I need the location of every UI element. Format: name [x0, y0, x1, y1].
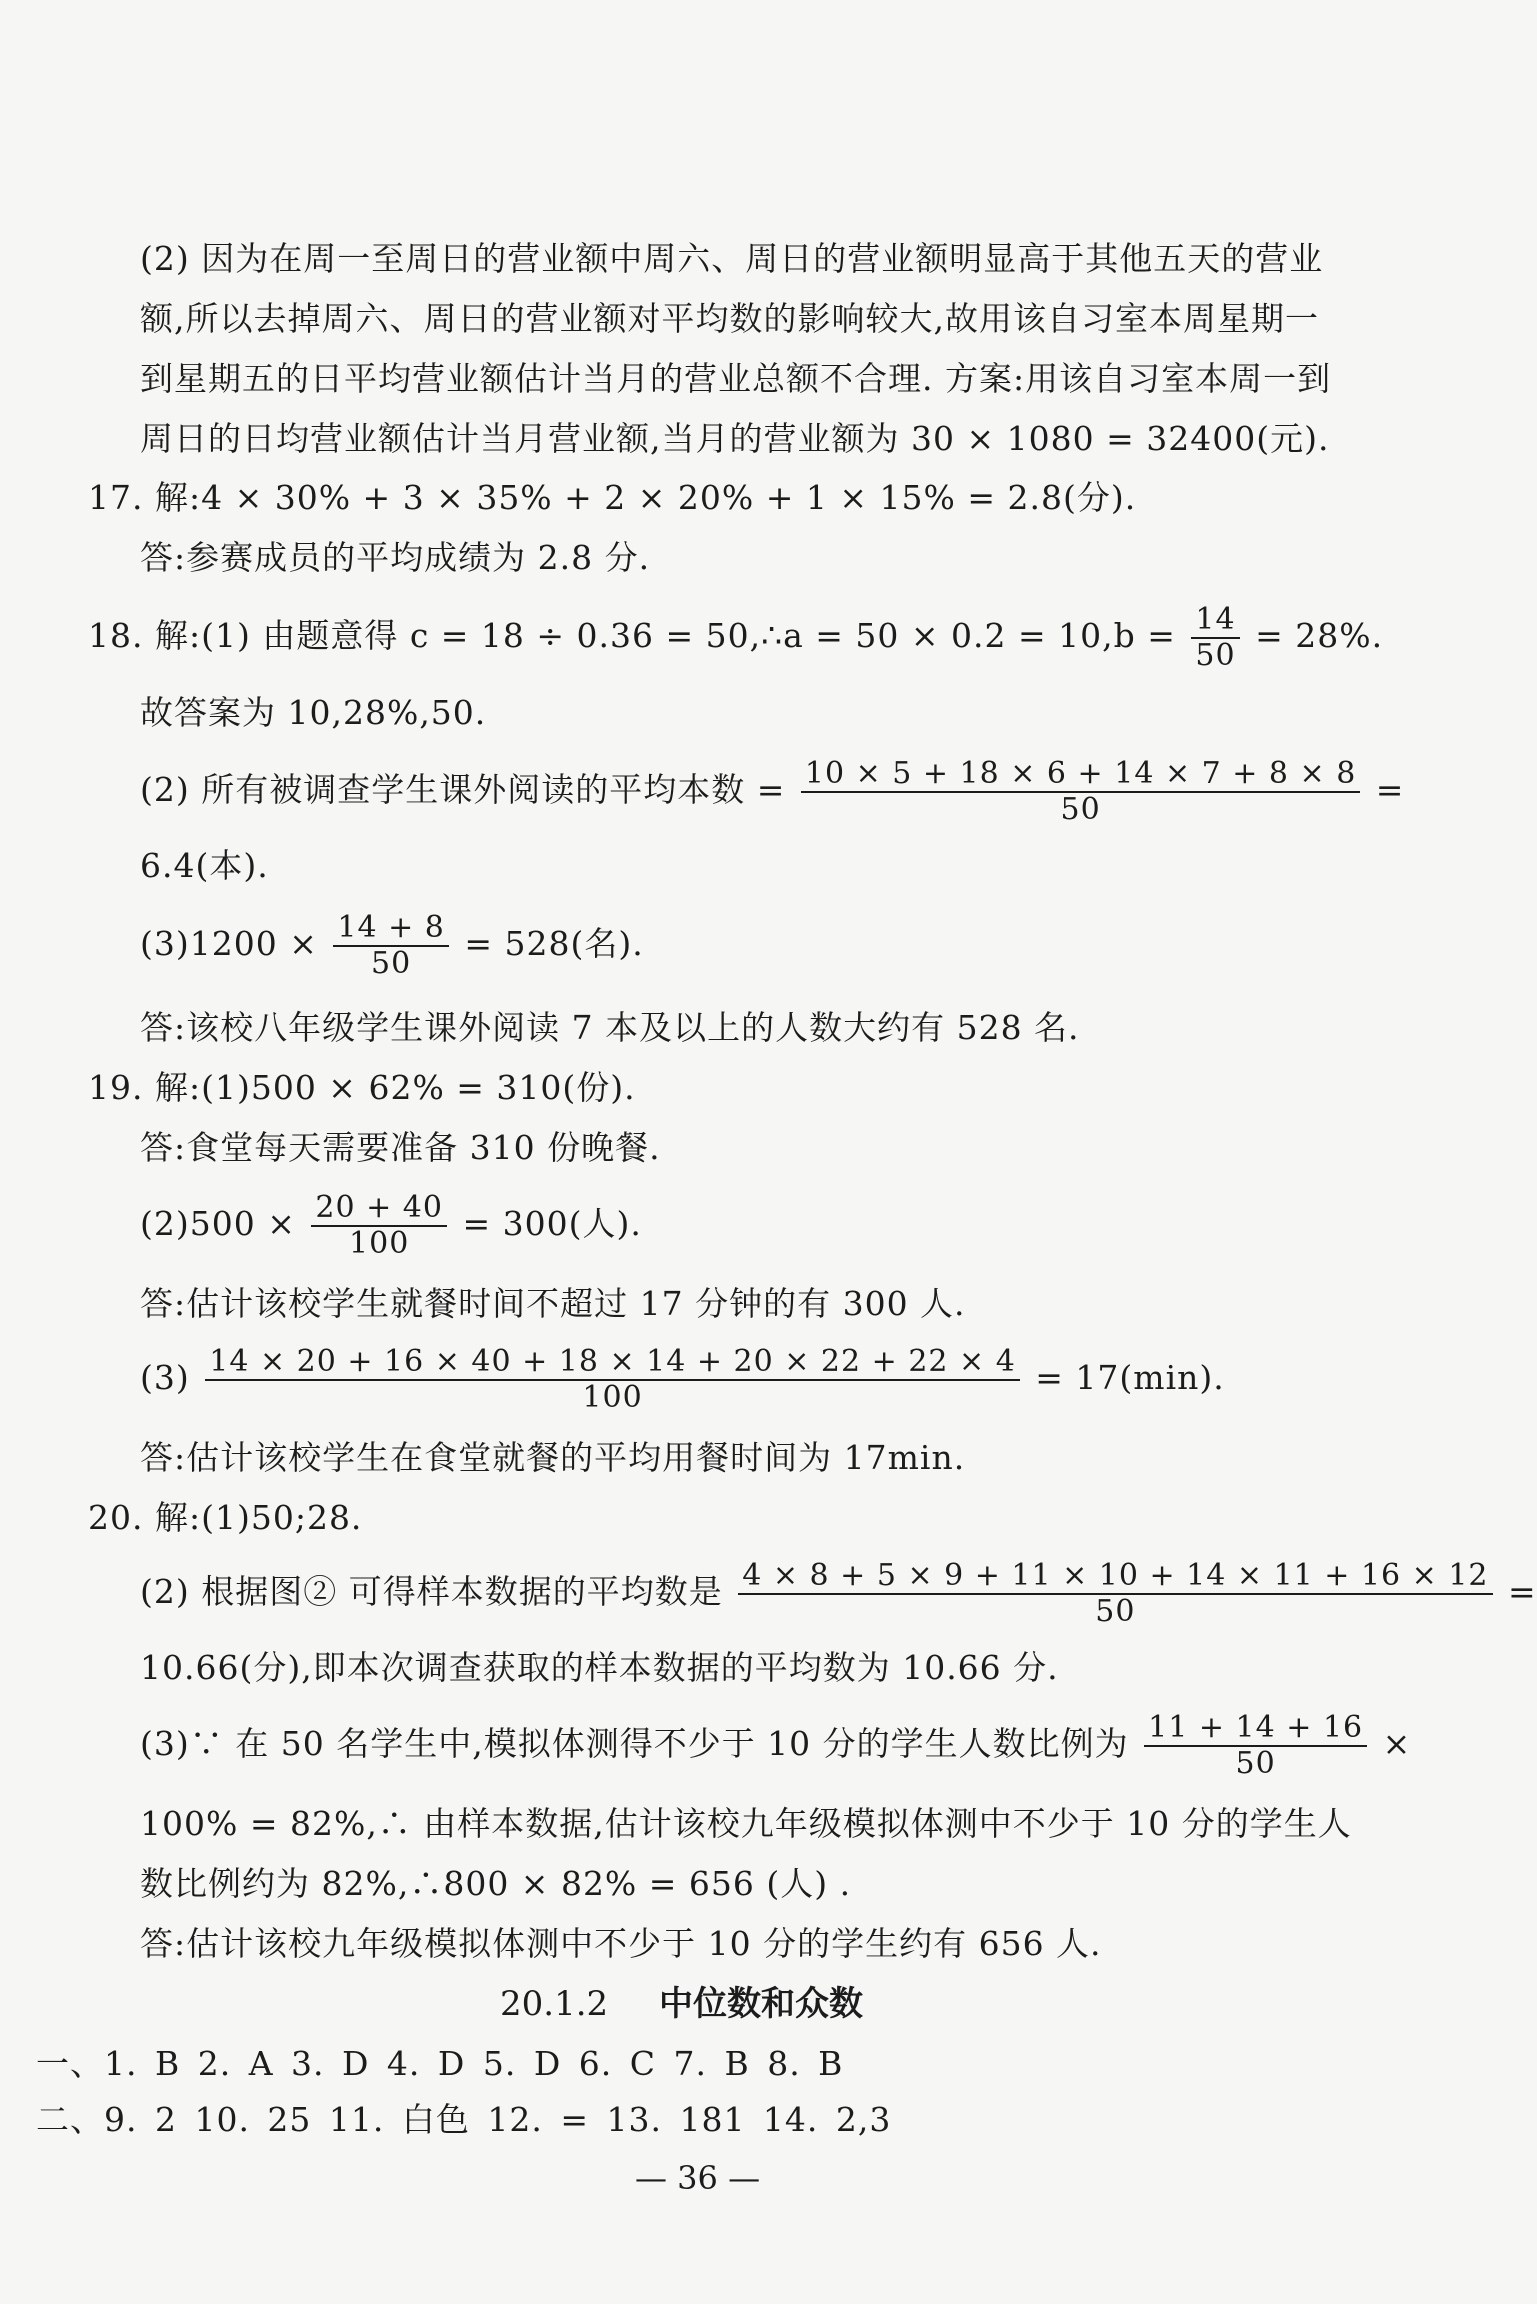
- q18-part1-result: = 28%.: [1255, 616, 1384, 655]
- q20-answer: 答:估计该校九年级模拟体测中不少于 10 分的学生约有 656 人.: [140, 1924, 1102, 1963]
- q16-line-4: 周日的日均营业额估计当月营业额,当月的营业额为 30 × 1080 = 32400(元).: [140, 419, 1330, 458]
- fraction-denominator: 50: [1235, 1746, 1276, 1781]
- q20-part2-equals: =: [1508, 1572, 1537, 1611]
- q19-part1: 19. 解:(1)500 × 62% = 310(份).: [88, 1068, 636, 1107]
- q19-part2-result: = 300(人).: [462, 1204, 642, 1243]
- q18-part3: [140, 904, 644, 984]
- q17-answer: 答:参赛成员的平均成绩为 2.8 分.: [140, 538, 651, 577]
- answers-part1: 一、1. B 2. A 3. D 4. D 5. D 6. C 7. B 8. B: [36, 2044, 844, 2083]
- q18-answer: 答:该校八年级学生课外阅读 7 本及以上的人数大约有 528 名.: [140, 1008, 1080, 1047]
- fraction-denominator: 50: [371, 946, 412, 981]
- fraction-denominator: 50: [1060, 792, 1101, 827]
- q20-part3-fraction: [1144, 1711, 1367, 1781]
- q16-line-1: (2) 因为在周一至周日的营业额中周六、周日的营业额明显高于其他五天的营业: [140, 239, 1324, 278]
- fraction-denominator: 50: [1195, 638, 1236, 673]
- fraction-numerator: 10 × 5 + 18 × 6 + 14 × 7 + 8 × 8: [801, 757, 1360, 793]
- q18-part2-equals: =: [1375, 770, 1405, 809]
- q19-part2: [140, 1184, 642, 1264]
- fraction-numerator: 14 + 8: [333, 911, 448, 947]
- fraction-denominator: 100: [582, 1380, 643, 1415]
- q20-part3-text: (3)∵ 在 50 名学生中,模拟体测得不少于 10 分的学生人数比例为: [140, 1724, 1129, 1763]
- q18-part2-text: (2) 所有被调查学生课外阅读的平均本数 =: [140, 770, 786, 809]
- q19-part3-result: = 17(min).: [1035, 1358, 1225, 1397]
- q18-part1-answer: 故答案为 10,28%,50.: [140, 693, 487, 732]
- fraction-numerator: 4 × 8 + 5 × 9 + 11 × 10 + 14 × 11 + 16 × 12: [738, 1559, 1492, 1595]
- q20-part2: [140, 1552, 1537, 1632]
- answers-part2: 二、9. 2 10. 25 11. 白色 12. = 13. 181 14. 2,3: [36, 2100, 892, 2139]
- q19-part3-fraction: [205, 1345, 1020, 1415]
- q20-part3-line3: 数比例约为 82%,∴800 × 82% = 656 (人) .: [140, 1864, 852, 1903]
- q18-part2-fraction: [801, 757, 1360, 827]
- fraction-numerator: 20 + 40: [311, 1191, 447, 1227]
- q20-part2-fraction: [738, 1559, 1492, 1629]
- fraction-numerator: 11 + 14 + 16: [1144, 1711, 1367, 1747]
- fraction-denominator: 50: [1095, 1594, 1136, 1629]
- q17-solution: 17. 解:4 × 30% + 3 × 35% + 2 × 20% + 1 × 15% = 2.8(分).: [88, 478, 1137, 517]
- q19-part2-answer: 答:估计该校学生就餐时间不超过 17 分钟的有 300 人.: [140, 1284, 966, 1323]
- q16-line-3: 到星期五的日平均营业额估计当月的营业总额不合理. 方案:用该自习室本周一到: [140, 359, 1332, 398]
- q18-part1-text: 18. 解:(1) 由题意得 c = 18 ÷ 0.36 = 50,∴a = 50 × 0.2 = 10,b =: [88, 616, 1176, 655]
- q20-part3-times: ×: [1382, 1724, 1412, 1763]
- q20-part1: 20. 解:(1)50;28.: [88, 1498, 363, 1537]
- fraction-denominator: 100: [349, 1226, 410, 1261]
- q19-part2-fraction: [311, 1191, 447, 1261]
- section-heading: [500, 1982, 863, 2026]
- q18-part1-fraction: [1191, 603, 1239, 673]
- q20-part3-line2: 100% = 82%,∴ 由样本数据,估计该校九年级模拟体测中不少于 10 分的学生人: [140, 1804, 1352, 1843]
- q19-part3-answer: 答:估计该校学生在食堂就餐的平均用餐时间为 17min.: [140, 1438, 966, 1477]
- page-number: — 36 —: [635, 2159, 761, 2197]
- q18-part3-fraction: [333, 911, 448, 981]
- fraction-numerator: 14 × 20 + 16 × 40 + 18 × 14 + 20 × 22 + 22 × 4: [205, 1345, 1020, 1381]
- section-number: 20.1.2: [500, 1984, 609, 2024]
- q16-line-2: 额,所以去掉周六、周日的营业额对平均数的影响较大,故用该自习室本周星期一: [140, 299, 1319, 338]
- q20-part2-text: (2) 根据图② 可得样本数据的平均数是: [140, 1572, 723, 1611]
- q19-part1-answer: 答:食堂每天需要准备 310 份晚餐.: [140, 1128, 661, 1167]
- q18-part2-result: 6.4(本).: [140, 846, 269, 885]
- fraction-numerator: 14: [1191, 603, 1239, 639]
- q20-part2-line2: 10.66(分),即本次调查获取的样本数据的平均数为 10.66 分.: [140, 1648, 1059, 1687]
- q20-part3: [140, 1704, 1411, 1784]
- q19-part2-text: (2)500 ×: [140, 1204, 296, 1243]
- q18-part3-result: = 528(名).: [464, 924, 644, 963]
- section-title: 中位数和众数: [658, 1984, 863, 2024]
- q18-part1: [88, 596, 1383, 676]
- q19-part3-text: (3): [140, 1358, 190, 1397]
- q18-part3-text: (3)1200 ×: [140, 924, 318, 963]
- q19-part3: [140, 1338, 1225, 1418]
- q18-part2: [140, 750, 1404, 830]
